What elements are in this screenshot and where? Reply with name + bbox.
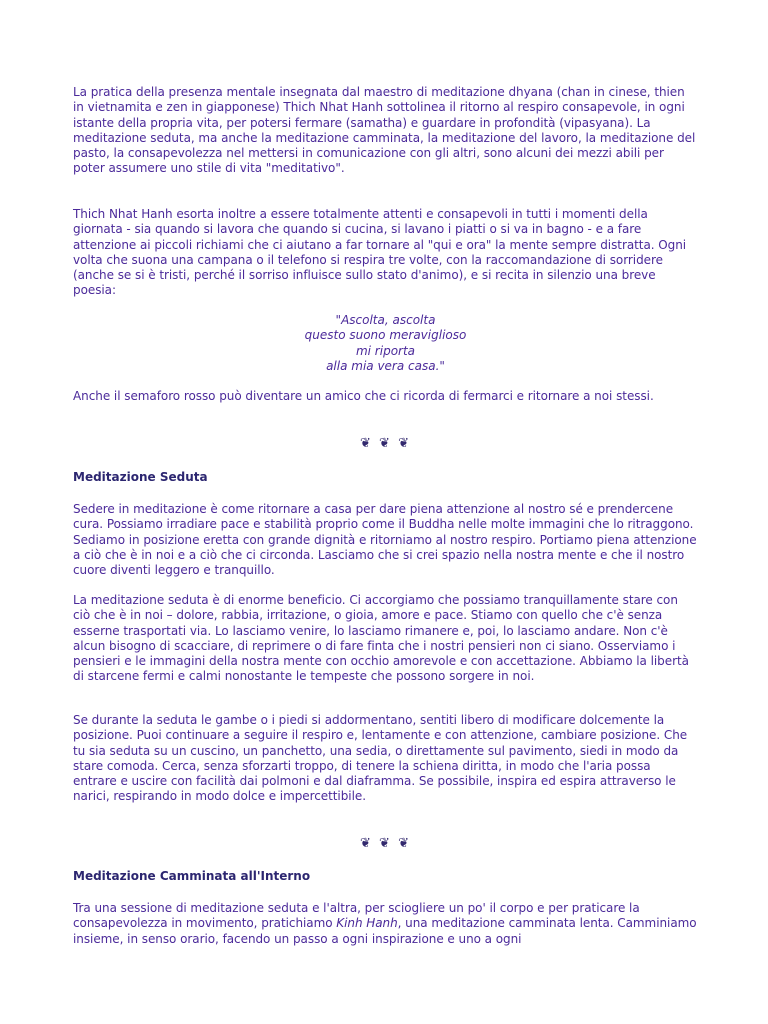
poem-line-2: questo suono meraviglioso — [304, 328, 467, 343]
section-heading-camminata: Meditazione Camminata all'Interno — [73, 869, 311, 883]
poem-line-1: "Ascolta, ascolta — [335, 313, 436, 327]
kinh-hanh-term: Kinh Hanh — [336, 916, 398, 931]
poem-line-3: mi riporta — [355, 343, 416, 358]
section-divider — [73, 436, 698, 451]
section-heading-seduta: Meditazione Seduta — [73, 470, 208, 484]
section-divider — [73, 836, 698, 851]
intro-paragraph-1: La pratica della presenza mentale insegnata dal maestro di meditazione dhyana (chan in cinese, thien in vietnamita e zen in giapponese) Thich Nhat Hanh sottolinea il ritorno al respiro consapevole, in ogni istante della propria vita, per potersi fermare (samatha) e guardare in profondità (vipasyana). La meditazione seduta, ma anche la meditazione camminata, la meditazione del lavoro, la meditazione del pasto, la consapevolezza nel mettersi in comunicazione con gli altri, sono alcuni dei mezzi abili per poter assumere uno stile di vita "meditativo". — [73, 85, 696, 176]
seduta-paragraph-1: Sedere in meditazione è come ritornare a casa per dare piena attenzione al nostro sé e prendercene cura. Possiamo irradiare pace e stabilità proprio come il Buddha nelle molte immagini che lo ritraggono. Sediamo in posizione eretta con grande dignità e ritorniamo al nostro respiro. Portiamo piena attenzione a ciò che è in noi e a ciò che ci circonda. Lasciamo che si crei spazio nella nostra mente e che il nostro cuore diventi leggero e tranquillo. — [73, 502, 697, 578]
fleuron-icon: ❦ — [398, 436, 411, 451]
camminata-text-before: Tra una sessione di meditazione seduta e l'altra, per sciogliere un po' il corpo e per praticare la consapevolezza in movimento, pratichiamo — [73, 901, 640, 931]
fleuron-icon: ❦ — [379, 836, 392, 851]
fleuron-icon: ❦ — [379, 436, 392, 451]
intro-paragraph-3: Anche il semaforo rosso può diventare un amico che ci ricorda di fermarci e ritornare a noi stessi. — [73, 389, 654, 403]
intro-paragraph-2: Thich Nhat Hanh esorta inoltre a essere totalmente attenti e consapevoli in tutti i momenti della giornata - sia quando si lavora che quando si cucina, si lavano i piatti o si va in bagno - e a fare attenzione ai piccoli richiami che ci aiutano a far tornare al "qui e ora" la mente sempre distratta. Ogni volta che suona una campana o il telefono si respira tre volte, con la raccomandazione di sorridere (anche se si è tristi, perché il sorriso influisce sullo stato d'animo), e si recita in silenzio una breve poesia: — [73, 207, 687, 298]
seduta-paragraph-3: Se durante la seduta le gambe o i piedi si addormentano, sentiti libero di modificare dolcemente la posizione. Puoi continuare a seguire il respiro e, lentamente e con attenzione, cambiare posizione. Che tu sia seduta su un cuscino, un panchetto, una sedia, o direttamente sul pavimento, siedi in modo da stare comoda. Cerca, senza sforzarti troppo, di tenere la schiena diritta, in modo che l'aria possa entrare e uscire con facilità dai polmoni e dal diaframma. Se possibile, inspira ed espira attraverso le narici, respirando in modo dolce e impercettibile. — [73, 713, 688, 804]
seduta-paragraph-2: La meditazione seduta è di enorme beneficio. Ci accorgiamo che possiamo tranquillamente stare con ciò che è in noi – dolore, rabbia, irritazione, o gioia, amore e pace. Stiamo con quello che c'è senza esserne trasportati via. Lo lasciamo venire, lo lasciamo rimanere e, poi, lo lasciamo andare. Non c'è alcun bisogno di scacciare, di reprimere o di fare finta che i nostri pensieri non ci siano. Osserviamo i pensieri e le immagini della nostra mente con occhio amorevole e con accettazione. Abbiamo la libertà di starcene fermi e calmi nonostante le tempeste che possono sorgere in noi. — [73, 593, 689, 684]
fleuron-icon: ❦ — [360, 436, 373, 451]
poem — [73, 313, 698, 374]
camminata-paragraph-1 — [73, 901, 698, 947]
fleuron-icon: ❦ — [398, 836, 411, 851]
poem-line-4: alla mia vera casa." — [326, 358, 445, 373]
camminata-text-after: , una meditazione camminata lenta. Camminiamo insieme, in senso orario, facendo un passo a ogni inspirazione e uno a ogni — [73, 916, 697, 946]
fleuron-icon: ❦ — [360, 836, 373, 851]
